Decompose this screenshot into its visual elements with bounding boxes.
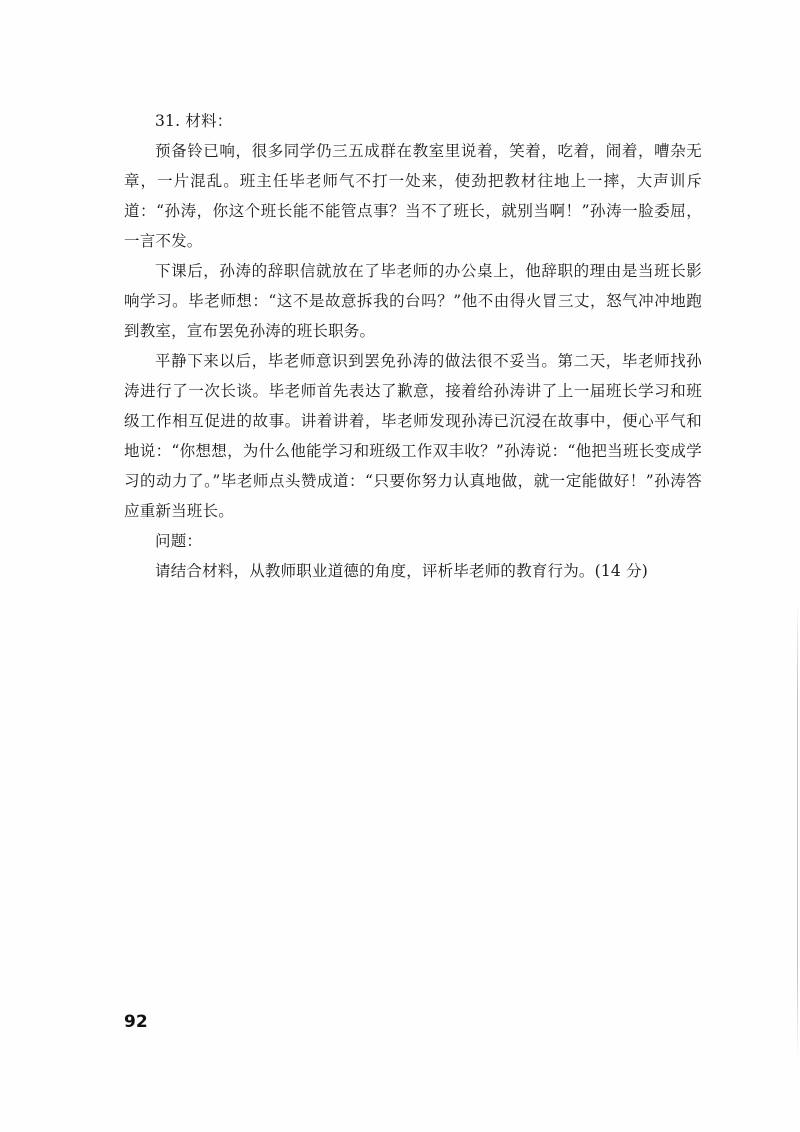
question-heading: 31. 材料： (155, 112, 233, 130)
scan-edge-line (797, 600, 798, 1060)
question-text: 请结合材料，从教师职业道德的角度，评析毕老师的教育行为。(14 分) (155, 562, 649, 580)
material-paragraph-2: 下课后，孙涛的辞职信就放在了毕老师的办公桌上，他辞职的理由是当班长影响学习。毕老师想：“这不是故意拆我的台吗？”他不由得火冒三丈，怒气冲冲地跑到教室，宣布罢免孙涛的班长职务。 (124, 262, 702, 340)
question-label: 问题： (155, 532, 203, 550)
material-paragraph-3: 平静下来以后，毕老师意识到罢免孙涛的做法很不妥当。第二天，毕老师找孙涛进行了一次长谈。毕老师首先表达了歉意，接着给孙涛讲了上一届班长学习和班级工作相互促进的故事。讲着讲着，毕老师发现孙涛已沉浸在故事中，便心平气和地说：“你想想，为什么他能学习和班级工作双丰收？”孙涛说：“他把当班长变成学习的动力了。”毕老师点头赞成道：“只要你努力认真地做，就一定能做好！”孙涛答应重新当班长。 (124, 352, 702, 520)
page-number: 92 (124, 1012, 148, 1032)
material-paragraph-1: 预备铃已响，很多同学仍三五成群在教室里说着，笑着，吃着，闹着，嘈杂无章，一片混乱。班主任毕老师气不打一处来，使劲把教材往地上一摔，大声训斥道：“孙涛，你这个班长能不能管点事？当不了班长，就别当啊！”孙涛一脸委屈，一言不发。 (124, 142, 702, 250)
document-body (124, 106, 702, 586)
